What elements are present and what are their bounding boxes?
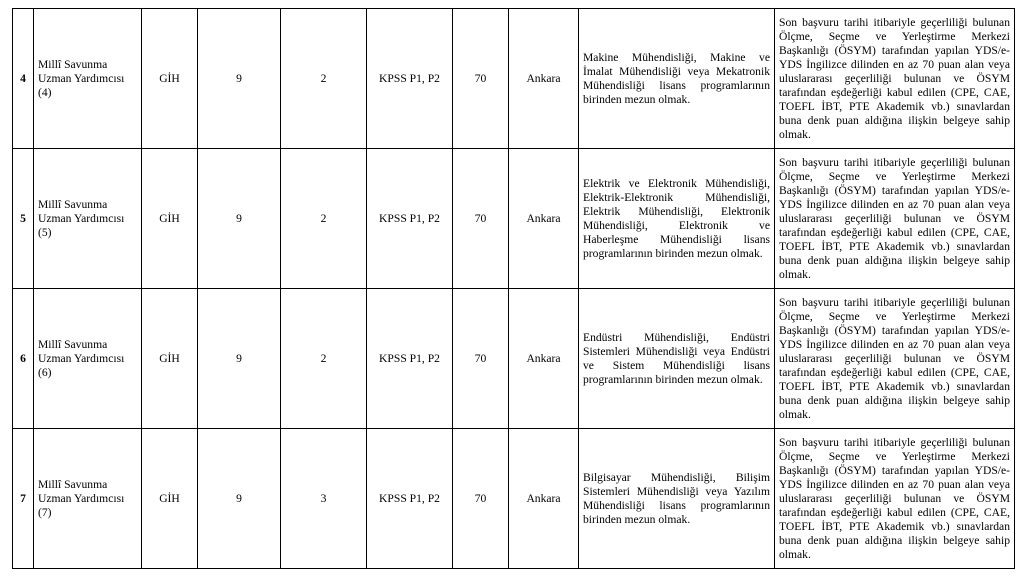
position-count: 2: [281, 9, 367, 149]
city: Ankara: [509, 9, 579, 149]
exam-type: KPSS P1, P2: [367, 429, 453, 569]
row-number: 4: [13, 9, 34, 149]
table-row: [13, 289, 1015, 429]
language-requirement: Son başvuru tarihi itibariyle geçerliliği bulunan Ölçme, Seçme ve Yerleştirme Merkezi Başkanlığı (ÖSYM) tarafından yapılan YDS/e-YDS İngilizce dilinden en az 70 puan alan veya uluslararası geçerliliği bulunan ve ÖSYM tarafından eşdeğerliği kabul edilen (CPE, CAE, TOEFL İBT, PTE Akademik vb.) sınavlardan buna denk puan aldığına ilişkin belgeye sahip olmak.: [775, 429, 1015, 569]
unit-code: GİH: [142, 429, 198, 569]
position-count: 3: [281, 429, 367, 569]
table-row: [13, 149, 1015, 289]
language-requirement: Son başvuru tarihi itibariyle geçerliliği bulunan Ölçme, Seçme ve Yerleştirme Merkezi Başkanlığı (ÖSYM) tarafından yapılan YDS/e-YDS İngilizce dilinden en az 70 puan alan veya uluslararası geçerliliği bulunan ve ÖSYM tarafından eşdeğerliği kabul edilen (CPE, CAE, TOEFL İBT, PTE Akademik vb.) sınavlardan buna denk puan aldığına ilişkin belgeye sahip olmak.: [775, 9, 1015, 149]
min-score: 70: [453, 429, 509, 569]
education-requirement: Makine Mühendisliği, Makine ve İmalat Mühendisliği veya Mekatronik Mühendisliği lisans programlarının birinden mezun olmak.: [579, 9, 775, 149]
grade: 9: [198, 289, 281, 429]
grade: 9: [198, 429, 281, 569]
unit-code: GİH: [142, 149, 198, 289]
exam-type: KPSS P1, P2: [367, 9, 453, 149]
education-requirement: Bilgisayar Mühendisliği, Bilişim Sistemleri Mühendisliği veya Yazılım Mühendisliği lisans programlarının birinden mezun olmak.: [579, 429, 775, 569]
education-requirement: Endüstri Mühendisliği, Endüstri Sistemleri Mühendisliği veya Endüstri ve Sistem Mühendisliği lisans programlarının birinden mezun olmak.: [579, 289, 775, 429]
unit-code: GİH: [142, 289, 198, 429]
table-row: [13, 429, 1015, 569]
exam-type: KPSS P1, P2: [367, 289, 453, 429]
position-title: Millî Savunma Uzman Yardımcısı (7): [34, 429, 142, 569]
position-title: Millî Savunma Uzman Yardımcısı (6): [34, 289, 142, 429]
position-count: 2: [281, 289, 367, 429]
row-number: 6: [13, 289, 34, 429]
city: Ankara: [509, 429, 579, 569]
language-requirement: Son başvuru tarihi itibariyle geçerliliği bulunan Ölçme, Seçme ve Yerleştirme Merkezi Başkanlığı (ÖSYM) tarafından yapılan YDS/e-YDS İngilizce dilinden en az 70 puan alan veya uluslararası geçerliliği bulunan ve ÖSYM tarafından eşdeğerliği kabul edilen (CPE, CAE, TOEFL İBT, PTE Akademik vb.) sınavlardan buna denk puan aldığına ilişkin belgeye sahip olmak.: [775, 149, 1015, 289]
unit-code: GİH: [142, 9, 198, 149]
position-title: Millî Savunma Uzman Yardımcısı (5): [34, 149, 142, 289]
min-score: 70: [453, 289, 509, 429]
education-requirement: Elektrik ve Elektronik Mühendisliği, Elektrik-Elektronik Mühendisliği, Elektrik Mühendisliği, Elektronik Mühendisliği, Elektronik ve Haberleşme Mühendisliği lisans programlarının birinden mezun olmak.: [579, 149, 775, 289]
language-requirement: Son başvuru tarihi itibariyle geçerliliği bulunan Ölçme, Seçme ve Yerleştirme Merkezi Başkanlığı (ÖSYM) tarafından yapılan YDS/e-YDS İngilizce dilinden en az 70 puan alan veya uluslararası geçerliliği bulunan ve ÖSYM tarafından eşdeğerliği kabul edilen (CPE, CAE, TOEFL İBT, PTE Akademik vb.) sınavlardan buna denk puan aldığına ilişkin belgeye sahip olmak.: [775, 289, 1015, 429]
positions-table: [12, 8, 1015, 569]
min-score: 70: [453, 9, 509, 149]
grade: 9: [198, 9, 281, 149]
min-score: 70: [453, 149, 509, 289]
city: Ankara: [509, 149, 579, 289]
city: Ankara: [509, 289, 579, 429]
position-count: 2: [281, 149, 367, 289]
exam-type: KPSS P1, P2: [367, 149, 453, 289]
grade: 9: [198, 149, 281, 289]
row-number: 5: [13, 149, 34, 289]
row-number: 7: [13, 429, 34, 569]
table-row: [13, 9, 1015, 149]
position-title: Millî Savunma Uzman Yardımcısı (4): [34, 9, 142, 149]
table-body: [13, 9, 1015, 569]
